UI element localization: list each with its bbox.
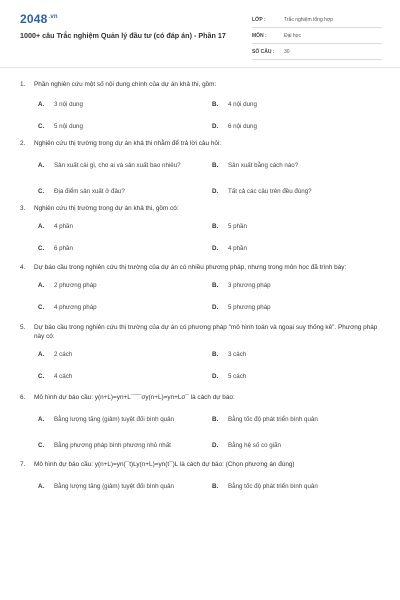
option-text: Sản xuất bằng cách nào?: [228, 161, 299, 169]
question-body: Mô hình dự báo cầu: y(n+L)=yn+L¯¯¯σy(n+L)=yn+Lσ¯ là cách dự báo:: [34, 394, 235, 401]
answer-option[interactable]: [38, 122, 212, 132]
option-text: 4 phần: [228, 244, 247, 252]
option-text: Bằng tốc độ phát triển bình quân: [228, 415, 318, 423]
option-text: Bằng tốc độ phát triển bình quân: [228, 482, 318, 490]
option-letter: C.: [38, 303, 45, 311]
question-item: [20, 323, 380, 382]
question-body: Phần nghiên cứu một số nội dung chính của dự án khả thi, gồm:: [34, 81, 217, 88]
logo-tld: .vn: [48, 14, 58, 20]
option-letter: D.: [212, 372, 219, 380]
option-letter: A.: [38, 222, 45, 230]
answer-option[interactable]: [38, 441, 212, 451]
question-text: [20, 80, 380, 89]
option-text: 4 cách: [54, 372, 73, 380]
question-item: [20, 139, 380, 197]
answer-option[interactable]: [212, 350, 386, 360]
answer-option[interactable]: [212, 303, 386, 313]
question-list: [20, 80, 380, 508]
answer-option[interactable]: [38, 187, 212, 197]
question-item: [20, 204, 380, 254]
question-number: 1.: [20, 81, 26, 88]
option-letter: B.: [212, 222, 219, 230]
meta-value: Trắc nghiệm tổng hợp: [284, 17, 333, 23]
option-letter: B.: [212, 281, 219, 289]
answer-option[interactable]: [38, 303, 212, 313]
option-letter: C.: [38, 187, 45, 195]
question-body: Dự báo cầu trong nghiên cứu thị trường của dự án có phương pháp "mô hình toán và ngoại suy thống kê". Phương pháp này có:: [34, 324, 378, 340]
answer-option[interactable]: [212, 100, 386, 110]
question-text: [20, 460, 380, 469]
option-text: 4 nội dung: [228, 100, 257, 108]
answer-options: [38, 478, 380, 508]
option-text: Tất cả các câu trên đều đúng?: [228, 187, 312, 195]
question-number: 4.: [20, 264, 26, 271]
answer-option[interactable]: [38, 478, 212, 496]
option-letter: C.: [38, 441, 45, 449]
option-text: Bằng hệ số co giãn: [228, 441, 281, 449]
option-letter: B.: [212, 161, 219, 169]
meta-row-subject: [252, 30, 382, 44]
question-number: 6.: [20, 394, 26, 401]
answer-options: [38, 411, 380, 451]
meta-row-question-count: [252, 46, 382, 60]
option-text: 4 phương pháp: [54, 303, 97, 311]
answer-option[interactable]: [38, 222, 212, 232]
option-letter: C.: [38, 244, 45, 252]
answer-option[interactable]: [38, 281, 212, 291]
option-text: 5 phương pháp: [228, 303, 271, 311]
meta-value: 30: [284, 49, 290, 55]
question-item: [20, 460, 380, 508]
answer-options: [38, 100, 380, 132]
option-letter: D.: [212, 122, 219, 130]
option-text: 2 phương pháp: [54, 281, 97, 289]
option-text: Bằng lượng tăng (giảm) tuyệt đối bình quân: [54, 482, 174, 490]
option-text: 6 phần: [54, 244, 73, 252]
answer-options: [38, 350, 380, 382]
answer-option[interactable]: [38, 100, 212, 110]
option-letter: B.: [212, 350, 219, 358]
question-item: [20, 393, 380, 451]
option-letter: A.: [38, 415, 45, 423]
option-text: 3 nội dung: [54, 100, 83, 108]
option-letter: A.: [38, 350, 45, 358]
site-logo[interactable]: [20, 12, 58, 26]
option-letter: B.: [212, 100, 219, 108]
question-number: 5.: [20, 324, 26, 331]
option-text: 4 phần: [54, 222, 73, 230]
option-text: Sản xuất cái gì, cho ai và sản xuất bao nhiêu?: [54, 161, 181, 169]
answer-option[interactable]: [212, 281, 386, 291]
document-header: [0, 0, 400, 68]
question-number: 7.: [20, 461, 26, 468]
option-letter: A.: [38, 482, 45, 490]
answer-option[interactable]: [212, 244, 386, 254]
question-body: Dự báo cầu trong nghiên cứu thị trường của dự án có nhiều phương pháp, nhưng trong môn học đã trình bày:: [34, 264, 347, 271]
answer-option[interactable]: [212, 122, 386, 132]
option-letter: A.: [38, 281, 45, 289]
option-letter: C.: [38, 122, 45, 130]
option-text: Bằng lượng tăng (giảm) tuyệt đối bình quân: [54, 415, 174, 423]
logo-text: 2048: [20, 12, 48, 26]
answer-option[interactable]: [212, 372, 386, 382]
option-text: Địa điểm sản xuất ở đâu?: [54, 187, 125, 195]
option-text: 5 nội dung: [54, 122, 83, 130]
answer-option[interactable]: [38, 157, 212, 175]
answer-option[interactable]: [212, 157, 386, 175]
option-text: 3 phương pháp: [228, 281, 271, 289]
option-letter: A.: [38, 100, 45, 108]
option-text: 6 nội dung: [228, 122, 257, 130]
question-number: 2.: [20, 140, 26, 147]
question-body: Mô hình dự báo cầu: y(n+L)=yn(¯t)Ly(n+L)=yn(t¯)L là cách dự báo: (Chọn phương án đúng): [34, 461, 295, 468]
question-text: [20, 323, 380, 341]
question-text: [20, 204, 380, 213]
option-text: 5 phần: [228, 222, 247, 230]
option-text: 3 cách: [228, 350, 247, 358]
document-meta: [252, 14, 382, 62]
question-number: 3.: [20, 205, 26, 212]
meta-label: SỐ CÂU :: [252, 49, 275, 55]
option-letter: A.: [38, 161, 45, 169]
question-body: Nghiên cứu thị trường trong dự án khả thi, gồm có:: [34, 205, 179, 212]
option-letter: D.: [212, 244, 219, 252]
question-text: [20, 263, 380, 272]
question-text: [20, 393, 380, 402]
question-item: [20, 80, 380, 132]
meta-value: Đại học: [284, 33, 301, 39]
question-text: [20, 139, 380, 148]
answer-option[interactable]: [212, 411, 386, 429]
meta-label: MÔN :: [252, 33, 267, 39]
option-text: 5 cách: [228, 372, 247, 380]
meta-row-class: [252, 14, 382, 28]
answer-option[interactable]: [212, 187, 386, 197]
option-letter: D.: [212, 187, 219, 195]
answer-option[interactable]: [38, 411, 212, 429]
option-text: Bằng phương pháp bình phương nhỏ nhất: [54, 441, 171, 449]
answer-options: [38, 281, 380, 313]
answer-options: [38, 222, 380, 254]
answer-options: [38, 157, 380, 197]
answer-option[interactable]: [212, 478, 386, 496]
option-letter: D.: [212, 303, 219, 311]
answer-option[interactable]: [38, 350, 212, 360]
page-title: 1000+ câu Trắc nghiệm Quản lý đầu tư (có đáp án) - Phần 17: [20, 31, 226, 40]
question-body: Nghiên cứu thị trường trong dự án khả thi nhằm để trả lời câu hỏi:: [34, 140, 222, 147]
option-text: 2 cách: [54, 350, 73, 358]
question-item: [20, 263, 380, 313]
option-letter: D.: [212, 441, 219, 449]
answer-option[interactable]: [38, 372, 212, 382]
answer-option[interactable]: [212, 222, 386, 232]
option-letter: B.: [212, 482, 219, 490]
meta-label: LỚP :: [252, 17, 266, 23]
answer-option[interactable]: [38, 244, 212, 254]
option-letter: C.: [38, 372, 45, 380]
option-letter: B.: [212, 415, 219, 423]
answer-option[interactable]: [212, 441, 386, 451]
